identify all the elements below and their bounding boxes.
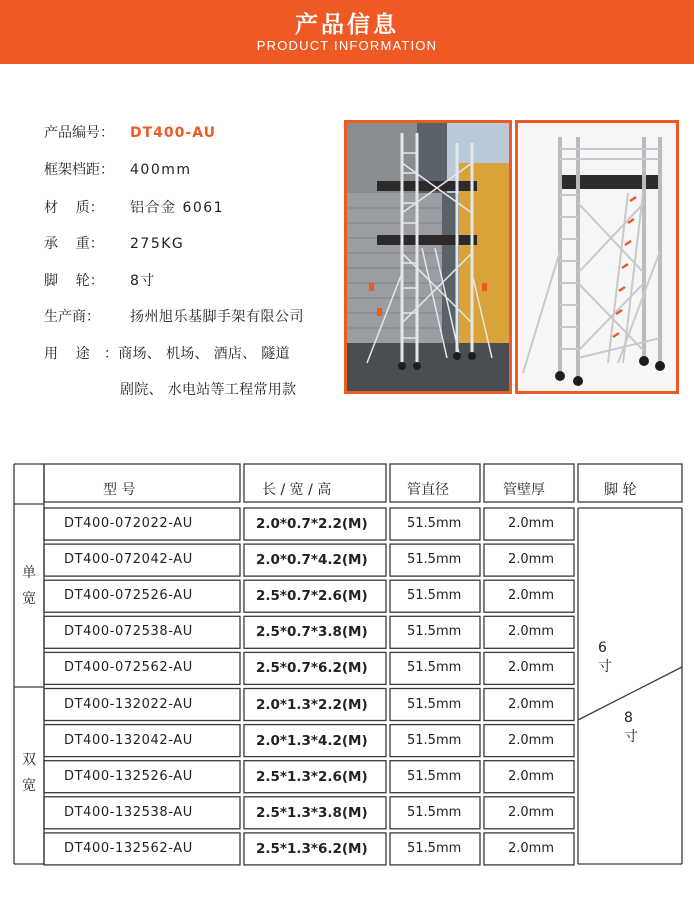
row-dimensions: 2.5*0.7*6.2(M) bbox=[256, 660, 368, 677]
info-usage-row bbox=[44, 343, 290, 363]
row-tube-diameter: 51.5mm bbox=[407, 804, 462, 820]
group-single-char-1: 单 bbox=[22, 565, 36, 581]
info-material-value: 铝合金 6061 bbox=[130, 200, 225, 216]
header-tube-diameter: 管直径 bbox=[407, 482, 449, 498]
row-dimensions: 2.5*1.3*2.6(M) bbox=[256, 768, 368, 785]
info-material-row bbox=[44, 197, 224, 217]
info-load-value: 275KG bbox=[130, 236, 185, 252]
row-model: DT400-132022-AU bbox=[64, 696, 193, 712]
info-usage-continuation bbox=[120, 379, 296, 399]
group-double-char-2: 宽 bbox=[22, 778, 36, 794]
info-frame-value: 400mm bbox=[130, 162, 192, 178]
group-single-width bbox=[21, 560, 37, 612]
row-wall-thickness: 2.0mm bbox=[508, 588, 555, 604]
group-double-char-1: 双 bbox=[22, 752, 36, 768]
row-model: DT400-132538-AU bbox=[64, 804, 193, 820]
row-wall-thickness: 2.0mm bbox=[508, 624, 555, 640]
row-wall-thickness: 2.0mm bbox=[508, 552, 555, 568]
header-dimensions: 长 / 宽 / 高 bbox=[262, 482, 332, 498]
caster-single-value: 6 寸 bbox=[598, 640, 612, 675]
info-usage-label: 用 途 bbox=[44, 346, 90, 362]
scaffold-outdoor-photo bbox=[344, 120, 512, 394]
row-model: DT400-132042-AU bbox=[64, 732, 193, 748]
row-model: DT400-072042-AU bbox=[64, 552, 193, 568]
row-dimensions: 2.0*0.7*4.2(M) bbox=[256, 552, 368, 569]
row-dimensions: 2.0*1.3*2.2(M) bbox=[256, 696, 368, 713]
scaffold-studio-photo bbox=[515, 120, 679, 394]
row-tube-diameter: 51.5mm bbox=[407, 516, 462, 531]
row-model: DT400-072562-AU bbox=[64, 660, 193, 676]
info-model-label: 产品编号： bbox=[44, 125, 114, 141]
header-model: 型 号 bbox=[103, 482, 136, 498]
info-frame-label: 框架档距： bbox=[44, 162, 114, 178]
row-dimensions: 2.5*0.7*2.6(M) bbox=[256, 588, 368, 605]
row-wall-thickness: 2.0mm bbox=[508, 804, 555, 820]
info-load-row bbox=[44, 233, 184, 253]
info-load-label: 承 重： bbox=[44, 236, 104, 252]
row-model: DT400-072538-AU bbox=[64, 624, 193, 640]
row-tube-diameter: 51.5mm bbox=[407, 768, 462, 784]
header-banner bbox=[0, 0, 694, 64]
info-model-value: DT400-AU bbox=[130, 125, 216, 141]
row-tube-diameter: 51.5mm bbox=[407, 588, 462, 604]
row-tube-diameter: 51.5mm bbox=[407, 696, 462, 712]
info-usage-value-2: 剧院、 水电站等工程常用款 bbox=[120, 382, 297, 398]
caster-double-value: 8 寸 bbox=[624, 710, 638, 745]
row-wall-thickness: 2.0mm bbox=[508, 516, 555, 531]
row-wall-thickness: 2.0mm bbox=[508, 660, 555, 676]
info-frame-row bbox=[44, 159, 192, 179]
row-model: DT400-072022-AU bbox=[64, 516, 193, 531]
row-tube-diameter: 51.5mm bbox=[407, 552, 462, 568]
row-dimensions: 2.0*1.3*4.2(M) bbox=[256, 732, 368, 749]
info-material-label: 材 质： bbox=[44, 200, 104, 216]
info-caster-row bbox=[44, 270, 156, 290]
info-maker-label: 生产商： bbox=[44, 309, 100, 325]
info-maker-row bbox=[44, 306, 304, 326]
header-caster: 脚 轮 bbox=[604, 482, 637, 498]
row-wall-thickness: 2.0mm bbox=[508, 768, 555, 784]
row-wall-thickness: 2.0mm bbox=[508, 732, 555, 748]
row-wall-thickness: 2.0mm bbox=[508, 696, 555, 712]
row-dimensions: 2.5*1.3*6.2(M) bbox=[256, 840, 368, 857]
row-tube-diameter: 51.5mm bbox=[407, 660, 462, 676]
info-usage-value-1: ：商场、 机场、 酒店、 隧道 bbox=[104, 346, 290, 362]
info-caster-value: 8寸 bbox=[130, 273, 156, 289]
row-tube-diameter: 51.5mm bbox=[407, 624, 462, 640]
info-maker-value: 扬州旭乐基脚手架有限公司 bbox=[130, 309, 304, 325]
row-tube-diameter: 51.5mm bbox=[407, 732, 462, 748]
info-model-row bbox=[44, 122, 216, 142]
row-dimensions: 2.5*0.7*3.8(M) bbox=[256, 624, 368, 641]
row-model: DT400-132562-AU bbox=[64, 840, 193, 856]
row-dimensions: 2.0*0.7*2.2(M) bbox=[256, 516, 368, 532]
row-model: DT400-132526-AU bbox=[64, 768, 193, 784]
row-dimensions: 2.5*1.3*3.8(M) bbox=[256, 804, 368, 821]
group-single-char-2: 宽 bbox=[22, 591, 36, 607]
group-double-width bbox=[21, 747, 37, 799]
page-title: 产品信息 bbox=[295, 12, 399, 38]
row-tube-diameter: 51.5mm bbox=[407, 840, 462, 856]
row-wall-thickness: 2.0mm bbox=[508, 840, 555, 856]
row-model: DT400-072526-AU bbox=[64, 588, 193, 604]
info-caster-label: 脚 轮： bbox=[44, 273, 104, 289]
header-wall-thickness: 管壁厚 bbox=[503, 482, 545, 498]
page-subtitle: PRODUCT INFORMATION bbox=[256, 38, 438, 53]
